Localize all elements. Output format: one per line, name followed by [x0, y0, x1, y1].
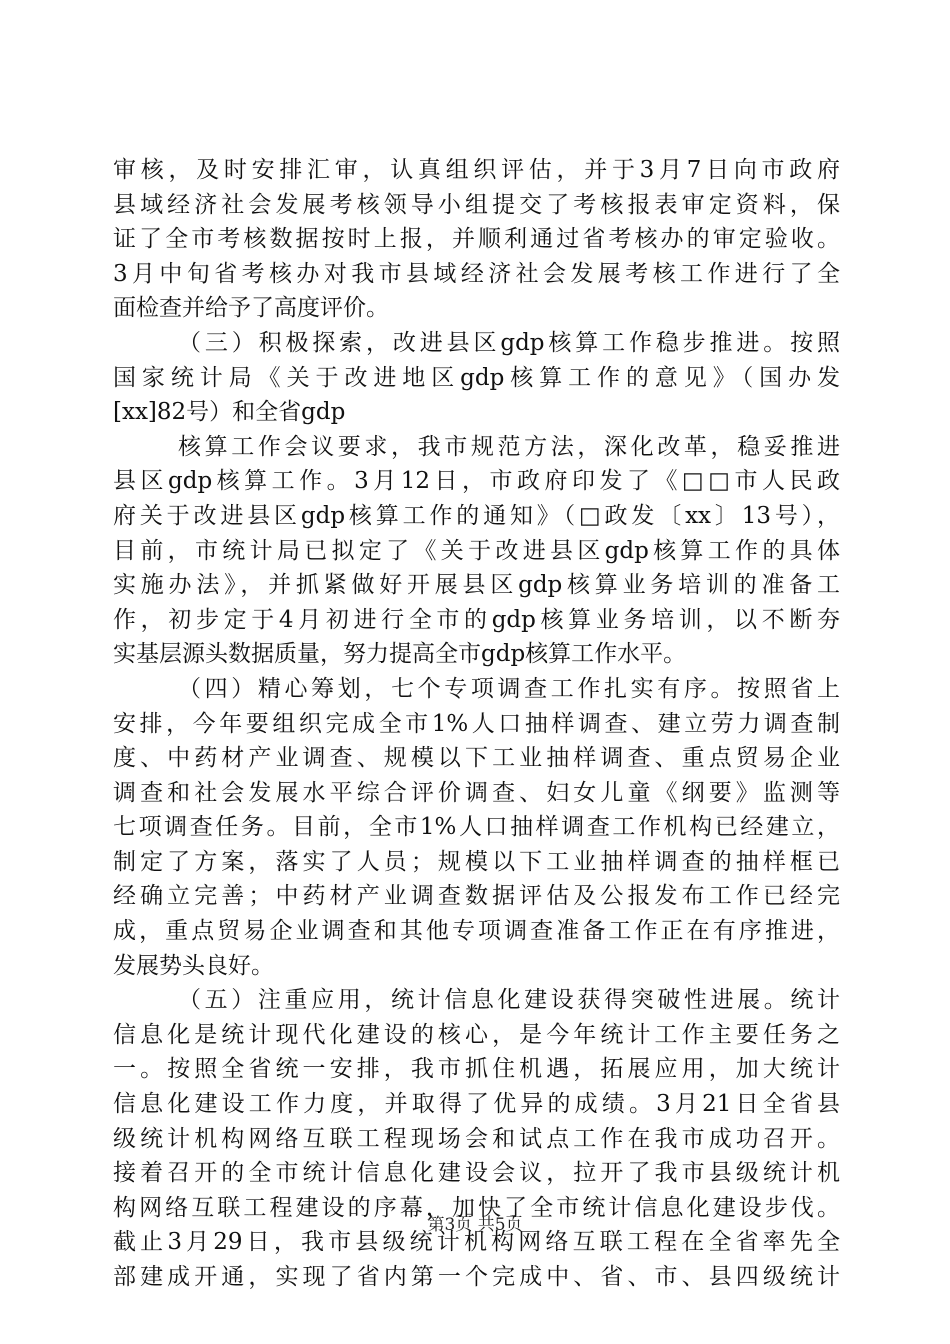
text-line: 构网络互联工程建设的序幕，加快了全市统计信息化建设步伐。 [113, 1194, 840, 1221]
text-line: 七项调查任务。目前，全市1%人口抽样调查工作机构已经建立， [113, 814, 840, 841]
page-footer: 第3页 共5页 [427, 1215, 523, 1235]
text-line: （四）精心筹划，七个专项调查工作扎实有序。按照省上 [178, 675, 840, 702]
text-line: 度、中药材产业调查、规模以下工业抽样调查、重点贸易企业 [113, 745, 840, 772]
document-body [113, 153, 840, 1295]
text-line: 发展势头良好。 [113, 952, 274, 979]
text-line: 信息化建设工作力度，并取得了优异的成绩。3月21日全省县 [113, 1091, 840, 1118]
text-line: 截止3月29日，我市县级统计机构网络互联工程在全省率先全 [113, 1229, 840, 1256]
text-line: 制定了方案，落实了人员；规模以下工业抽样调查的抽样框已 [113, 848, 840, 875]
text-line: 县区gdp核算工作。3月12日，市政府印发了《□□市人民政 [113, 468, 840, 495]
text-line: 证了全市考核数据按时上报，并顺利通过省考核办的审定验收。 [113, 226, 840, 253]
text-line: 一。按照全省统一安排，我市抓住机遇，拓展应用，加大统计 [113, 1056, 840, 1083]
text-line: 县域经济社会发展考核领导小组提交了考核报表审定资料，保 [113, 191, 840, 218]
text-line: （五）注重应用，统计信息化建设获得突破性进展。统计 [178, 987, 840, 1014]
text-line: 调查和社会发展水平综合评价调查、妇女儿童《纲要》监测等 [113, 779, 840, 806]
text-line: （三）积极探索，改进县区gdp核算工作稳步推进。按照 [178, 329, 840, 356]
text-line: 府关于改进县区gdp核算工作的通知》（□政发〔xx〕13号）， [113, 502, 840, 529]
text-line: 部建成开通，实现了省内第一个完成中、省、市、县四级统计 [113, 1264, 840, 1290]
text-line: 国家统计局《关于改进地区gdp核算工作的意见》（国办发 [113, 364, 840, 391]
text-line: 安排，今年要组织完成全市1%人口抽样调查、建立劳力调查制 [113, 710, 840, 737]
text-line: 信息化是统计现代化建设的核心，是今年统计工作主要任务之 [113, 1021, 840, 1048]
text-line: 实施办法》，并抓紧做好开展县区gdp核算业务培训的准备工 [113, 572, 840, 599]
text-line: [xx]82号）和全省gdp [113, 399, 346, 426]
text-line: 目前，市统计局已拟定了《关于改进县区gdp核算工作的具体 [113, 537, 840, 564]
text-line: 接着召开的全市统计信息化建设会议，拉开了我市县级统计机 [113, 1160, 840, 1187]
text-line: 3月中旬省考核办对我市县域经济社会发展考核工作进行了全 [113, 260, 840, 287]
text-line: 核算工作会议要求，我市规范方法，深化改革，稳妥推进 [178, 433, 840, 460]
text-line: 实基层源头数据质量，努力提高全市gdp核算工作水平。 [113, 641, 687, 668]
text-line: 经确立完善；中药材产业调查数据评估及公报发布工作已经完 [113, 883, 840, 910]
text-line: 成，重点贸易企业调查和其他专项调查准备工作正在有序推进， [113, 918, 840, 945]
text-line: 作，初步定于4月初进行全市的gdp核算业务培训，以不断夯 [113, 606, 840, 633]
text-line: 面检查并给予了高度评价。 [113, 295, 389, 322]
text-line: 审核，及时安排汇审，认真组织评估，并于3月7日向市政府 [113, 157, 840, 183]
text-line: 级统计机构网络互联工程现场会和试点工作在我市成功召开。 [113, 1125, 840, 1152]
